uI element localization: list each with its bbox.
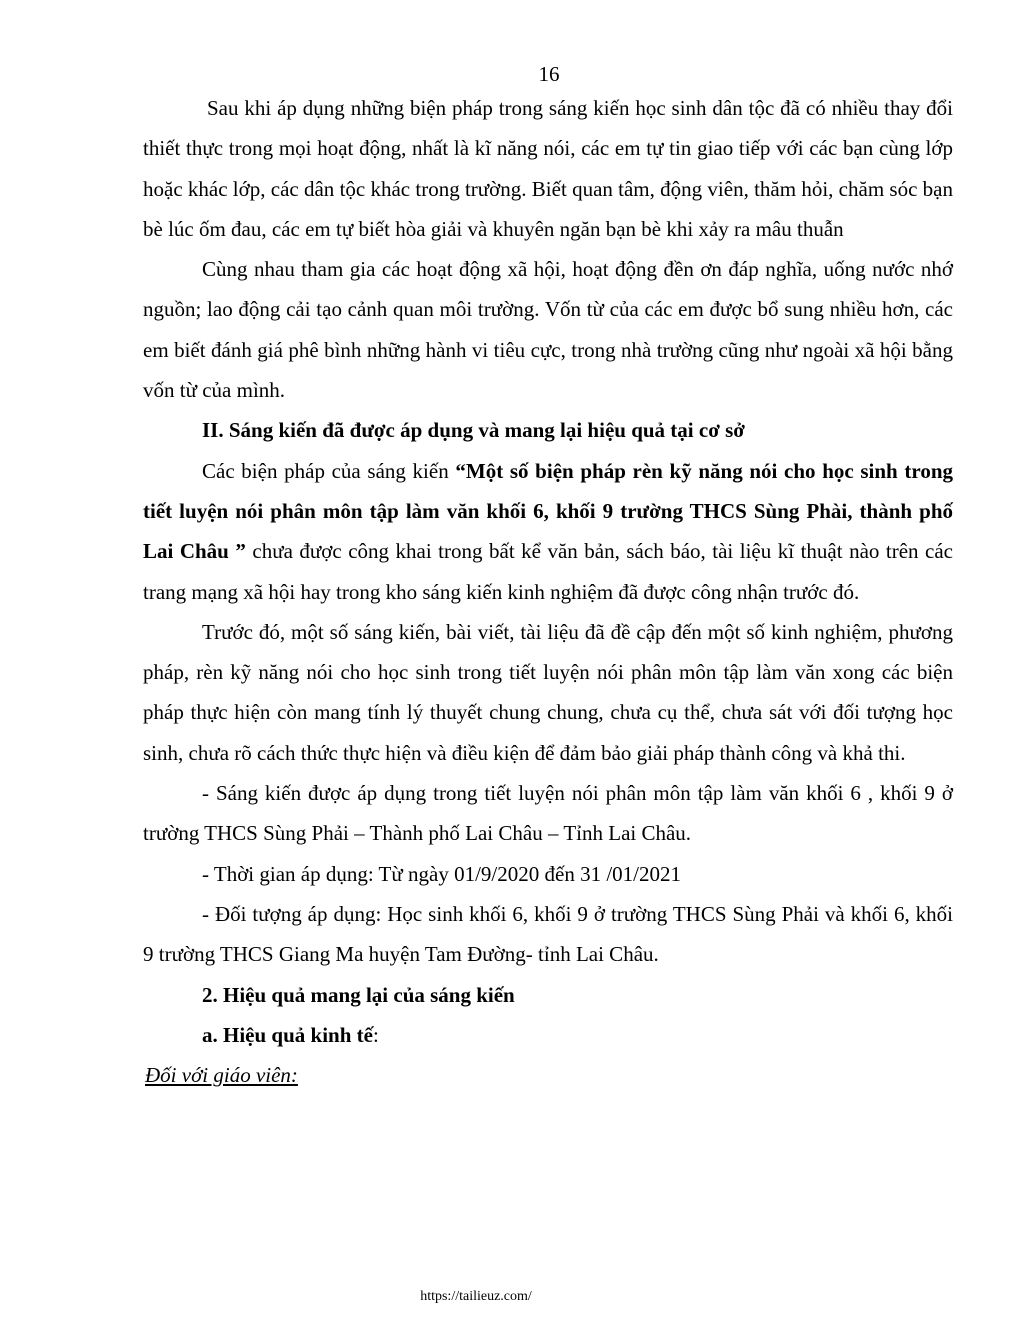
heading-economic-effect — [143, 1015, 953, 1055]
paragraph-time-period: - Thời gian áp dụng: Từ ngày 01/9/2020 đến 31 /01/2021 — [202, 861, 682, 886]
paragraph-results-ethnic-students: Sau khi áp dụng những biện pháp trong sáng kiến học sinh dân tộc đã có nhiều thay đổi thiết thực trong mọi hoạt động, nhất là kĩ năng nói, các em tự tin giao tiếp với các bạn cùng lớp hoặc khác lớp, các dân tộc khác trong trường. Biết quan tâm, động viên, thăm hỏi, chăm sóc bạn bè lúc ốm đau, các em tự biết hòa giải và khuyên ngăn bạn bè khi xảy ra mâu thuẫn — [143, 96, 953, 241]
heading-section-2: 2. Hiệu quả mang lại của sáng kiến — [202, 982, 515, 1007]
heading-economic-effect-colon: : — [372, 1022, 379, 1047]
heading-economic-effect-text: a. Hiệu quả kinh tế — [202, 1022, 373, 1047]
paragraph-prior-work: Trước đó, một số sáng kiến, bài viết, tài liệu đã đề cập đến một số kinh nghiệm, phương pháp, rèn kỹ năng nói cho học sinh trong tiết luyện nói phân môn tập làm văn xong các biện pháp thực hiện còn mang tính lý thuyết chung chung, chưa cụ thể, chưa sát với đối tượng học sinh, chưa rõ cách thức thực hiện và điều kiện để đảm bảo giải pháp thành công và khả thi. — [143, 619, 953, 765]
paragraph-target-group: - Đối tượng áp dụng: Học sinh khối 6, khối 9 ở trường THCS Sùng Phải và khối 6, khối 9 trường THCS Giang Ma huyện Tam Đường- tỉnh Lai Châu. — [143, 901, 953, 967]
initiative-title: “Một số biện pháp rèn kỹ năng nói cho học sinh trong tiết luyện nói phân môn tập làm văn khối 6, khối 9 trường THCS Sùng Phài, thành phố Lai Châu ” — [143, 458, 954, 564]
paragraph-scope: - Sáng kiến được áp dụng trong tiết luyện nói phân môn tập làm văn khối 6 , khối 9 ở trường THCS Sùng Phải – Thành phố Lai Châu – Tỉnh Lai Châu. — [143, 781, 953, 846]
footer-url: https://tailieuz.com/ — [420, 1289, 532, 1304]
paragraph-initiative-novelty — [143, 451, 953, 612]
subheading-for-teachers: Đối với giáo viên: — [145, 1063, 298, 1088]
heading-section-ii: II. Sáng kiến đã được áp dụng và mang lại hiệu quả tại cơ sở — [202, 418, 745, 443]
page-number: 16 — [538, 62, 560, 86]
paragraph-initiative-lead: Các biện pháp của sáng kiến — [202, 458, 456, 483]
paragraph-social-activities: Cùng nhau tham gia các hoạt động xã hội, hoạt động đền ơn đáp nghĩa, uống nước nhớ nguồn; lao động cải tạo cảnh quan môi trường. Vốn từ của các em được bổ sung nhiều hơn, các em biết đánh giá phê bình những hành vi tiêu cực, trong nhà trường cũng như ngoài xã hội bằng vốn từ của mình. — [143, 257, 953, 403]
page-content — [143, 88, 953, 1095]
paragraph-initiative-rest: chưa được công khai trong bất kể văn bản, sách báo, tài liệu kĩ thuật nào trên các trang mạng xã hội hay trong kho sáng kiến kinh nghiệm đã được công nhận trước đó. — [143, 539, 953, 604]
